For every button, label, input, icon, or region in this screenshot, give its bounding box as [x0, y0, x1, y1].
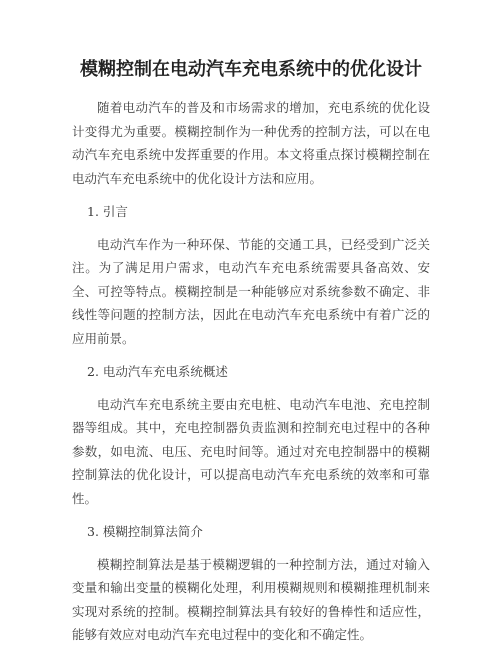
section-2 [72, 360, 430, 510]
section-body: 电动汽车充电系统主要由充电桩、电动汽车电池、充电控制器等组成。其中，充电控制器负责监测和控制充电过程中的各种参数，如电流、电压、充电时间等。通过对充电控制器中的模糊控制算法的优化设计，可以提高电动汽车充电系统的效率和可靠性。 [72, 396, 430, 506]
document-title: 模糊控制在电动汽车充电系统中的优化设计 [80, 59, 422, 80]
section-body: 电动汽车作为一种环保、节能的交通工具，已经受到广泛关注。为了满足用户需求，电动汽车充电系统需要具备高效、安全、可控等特点。模糊控制是一种能够应对系统参数不确定、非线性等问题的控制方法，因此在电动汽车充电系统中有着广泛的应用前景。 [72, 236, 430, 346]
section-1 [72, 200, 430, 350]
section-3 [72, 520, 430, 647]
section-heading: 3. 模糊控制算法简介 [87, 524, 203, 539]
section-heading: 2. 电动汽车充电系统概述 [87, 364, 228, 379]
section-heading: 1. 引言 [87, 204, 128, 219]
section-body: 模糊控制算法是基于模糊逻辑的一种控制方法，通过对输入变量和输出变量的模糊化处理，利用模糊规则和模糊推理机制来实现对系统的控制。模糊控制算法具有较好的鲁棒性和适应性，能够有效应对电动汽车充电过程中的变化和不确定性。 [72, 556, 430, 642]
intro-paragraph: 随着电动汽车的普及和市场需求的增加，充电系统的优化设计变得尤为重要。模糊控制作为一种优秀的控制方法，可以在电动汽车充电系统中发挥重要的作用。本文将重点探讨模糊控制在电动汽车充电系统中的优化设计方法和应用。 [72, 100, 430, 186]
